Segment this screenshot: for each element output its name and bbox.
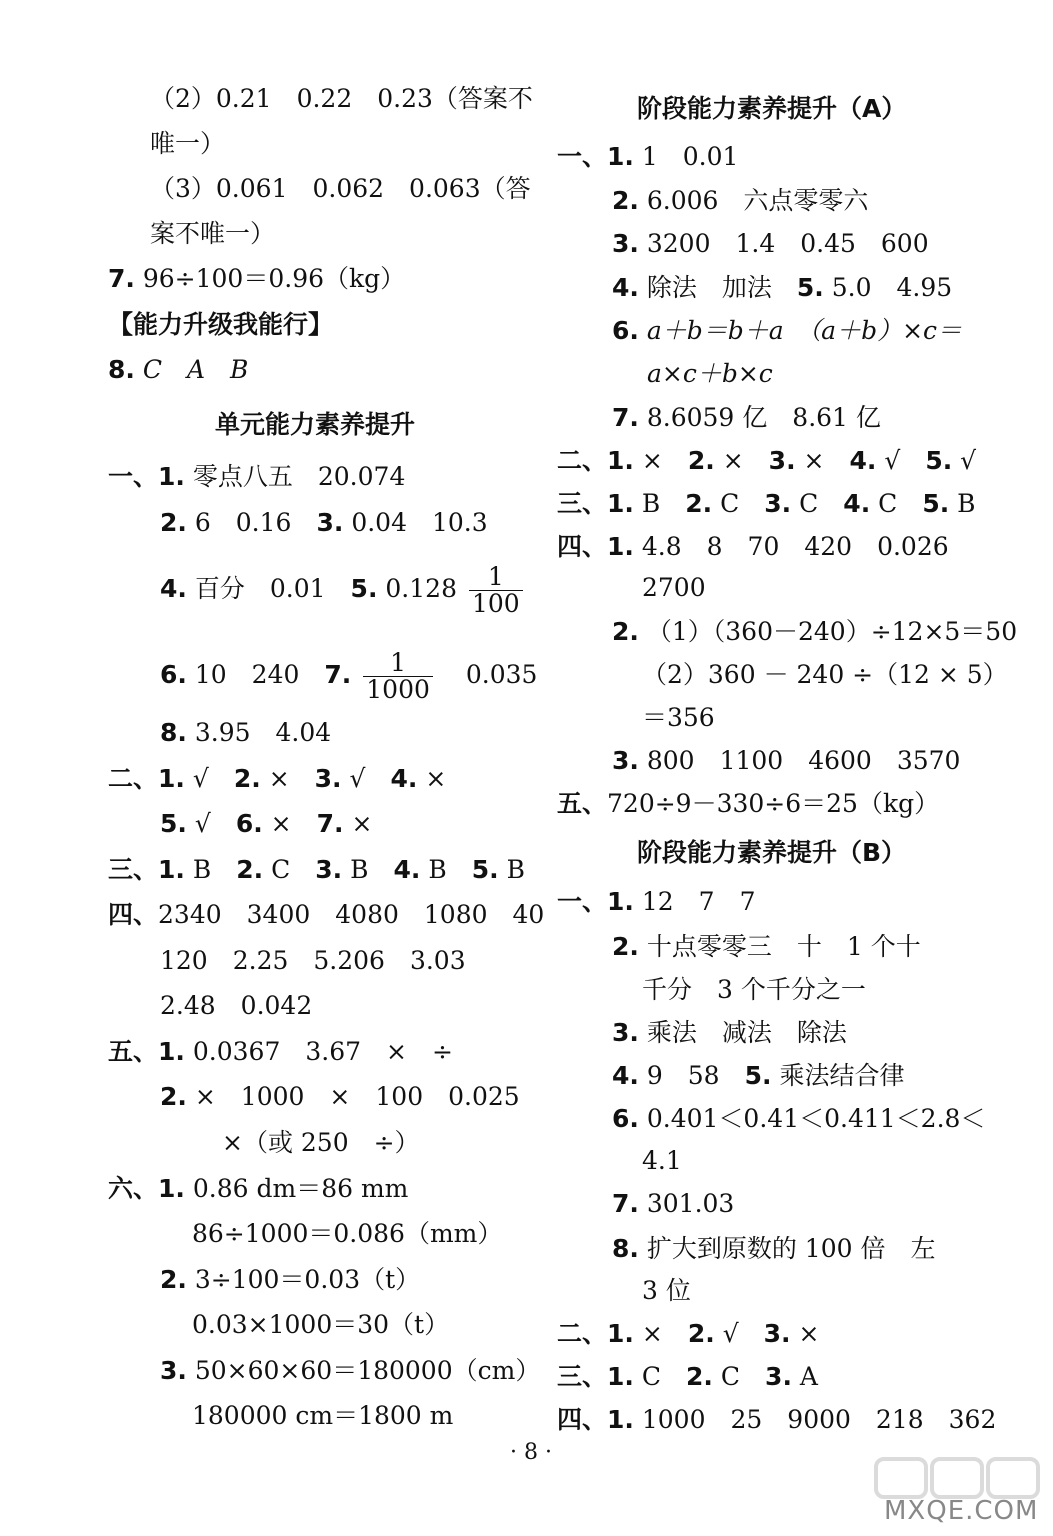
answer-line: 8. 3.95 4.04 — [160, 718, 332, 747]
answer-line: （2）0.21 0.22 0.23（答案不 — [150, 84, 533, 113]
answer-line: 4. 9 58 5. 乘法结合律 — [612, 1061, 905, 1090]
section-title: 阶段能力素养提升（A） — [637, 94, 907, 123]
answer-line: 0.03×1000＝30（t） — [192, 1310, 450, 1339]
answer-line: 7. 96÷100＝0.96（kg） — [108, 264, 406, 293]
answer-line: 三、1. B 2. C 3. C 4. C 5. B — [557, 489, 976, 518]
answer-line: 3. 50×60×60＝180000（cm） — [160, 1356, 541, 1385]
section-title: 阶段能力素养提升（B） — [637, 838, 907, 867]
answer-line: 六、1. 0.86 dm＝86 mm — [108, 1174, 409, 1203]
answer-line: 8. 扩大到原数的 100 倍 左 — [612, 1234, 936, 1263]
answer-line: 三、1. B 2. C 3. B 4. B 5. B — [108, 855, 526, 884]
page-number: · 8 · — [510, 1440, 552, 1465]
answer-line: 一、1. 1 0.01 — [557, 142, 739, 171]
answer-line: 千分 3 个千分之一 — [642, 975, 866, 1004]
answer-line: 四、1. 1000 25 9000 218 362 — [557, 1405, 997, 1434]
answer-line: 五、720÷9－330÷6＝25（kg） — [557, 789, 940, 818]
answer-line: 2700 — [642, 573, 706, 602]
answer-line: 2. 3÷100＝0.03（t） — [160, 1265, 421, 1294]
answer-line: 180000 cm＝1800 m — [192, 1401, 454, 1430]
answer-line: （3）0.061 0.062 0.063（答 — [150, 174, 531, 203]
answer-line: 二、1. √ 2. × 3. √ 4. × — [108, 764, 447, 793]
section-title: 单元能力素养提升 — [215, 410, 416, 439]
answer-line: 6. 0.401＜0.41＜0.411＜2.8＜ — [612, 1104, 986, 1133]
answer-line: ×（或 250 ÷） — [222, 1128, 420, 1157]
answer-line: 2.48 0.042 — [160, 991, 313, 1020]
answer-line: 4. 百分 0.01 5. 0.128 $\frac{1}{100}$ — [160, 564, 523, 617]
answer-line: 4. 除法 加法 5. 5.0 4.95 — [612, 273, 953, 302]
answer-line: 8. C A B — [108, 355, 249, 384]
section-heading: 【能力升级我能行】 — [108, 310, 334, 339]
answer-line: 案不唯一） — [150, 219, 276, 248]
answer-line: 二、1. × 2. × 3. × 4. √ 5. √ — [557, 446, 977, 475]
answer-line: a×c＋b×c — [647, 359, 773, 388]
fraction: $\frac{1}{1000}$ — [363, 650, 433, 703]
answer-line: 3. 3200 1.4 0.45 600 — [612, 229, 929, 258]
answer-line: 3 位 — [642, 1276, 691, 1305]
answer-line: 2. × 1000 × 100 0.025 — [160, 1082, 520, 1111]
answer-line: ＝356 — [642, 703, 715, 732]
answer-line: 2. 6 0.16 3. 0.04 10.3 — [160, 508, 488, 537]
answer-line: 86÷1000＝0.086（mm） — [192, 1219, 503, 1248]
answer-line: 2. （1）（360－240）÷12×5＝50 — [612, 617, 1018, 646]
answer-line: 3. 800 1100 4600 3570 — [612, 746, 961, 775]
answer-line: 唯一） — [150, 129, 226, 158]
answer-line: 120 2.25 5.206 3.03 — [160, 946, 466, 975]
answer-line: 二、1. × 2. √ 3. × — [557, 1319, 820, 1348]
answer-line: 4.1 — [642, 1146, 682, 1175]
answer-line: 3. 乘法 减法 除法 — [612, 1018, 847, 1047]
fraction: $\frac{1}{100}$ — [469, 564, 523, 617]
watermark-text: MXQE.COM — [884, 1496, 1039, 1526]
answer-line: 5. √ 6. × 7. × — [160, 809, 373, 838]
answer-line: 6. 10 240 7. $\frac{1}{1000}$ 0.035 — [160, 648, 538, 704]
answer-line: 五、1. 0.0367 3.67 × ÷ — [108, 1037, 453, 1066]
answer-line: 四、2340 3400 4080 1080 40 — [108, 900, 545, 929]
answer-line: 2. 十点零零三 十 1 个十 — [612, 932, 921, 961]
answer-line: 四、1. 4.8 8 70 420 0.026 — [557, 532, 949, 561]
answer-line: 一、1. 零点八五 20.074 — [108, 462, 406, 491]
answer-line: 三、1. C 2. C 3. A — [557, 1362, 818, 1391]
answer-line: 7. 8.6059 亿 8.61 亿 — [612, 403, 881, 432]
answer-line: 7. 301.03 — [612, 1189, 735, 1218]
answer-line: 2. 6.006 六点零零六 — [612, 186, 869, 215]
answer-line: （2）360 － 240 ÷（12 × 5） — [642, 660, 1008, 689]
answer-line: 6. a＋b＝b＋a （a＋b）×c＝ — [612, 316, 963, 345]
answer-line: 一、1. 12 7 7 — [557, 887, 756, 916]
